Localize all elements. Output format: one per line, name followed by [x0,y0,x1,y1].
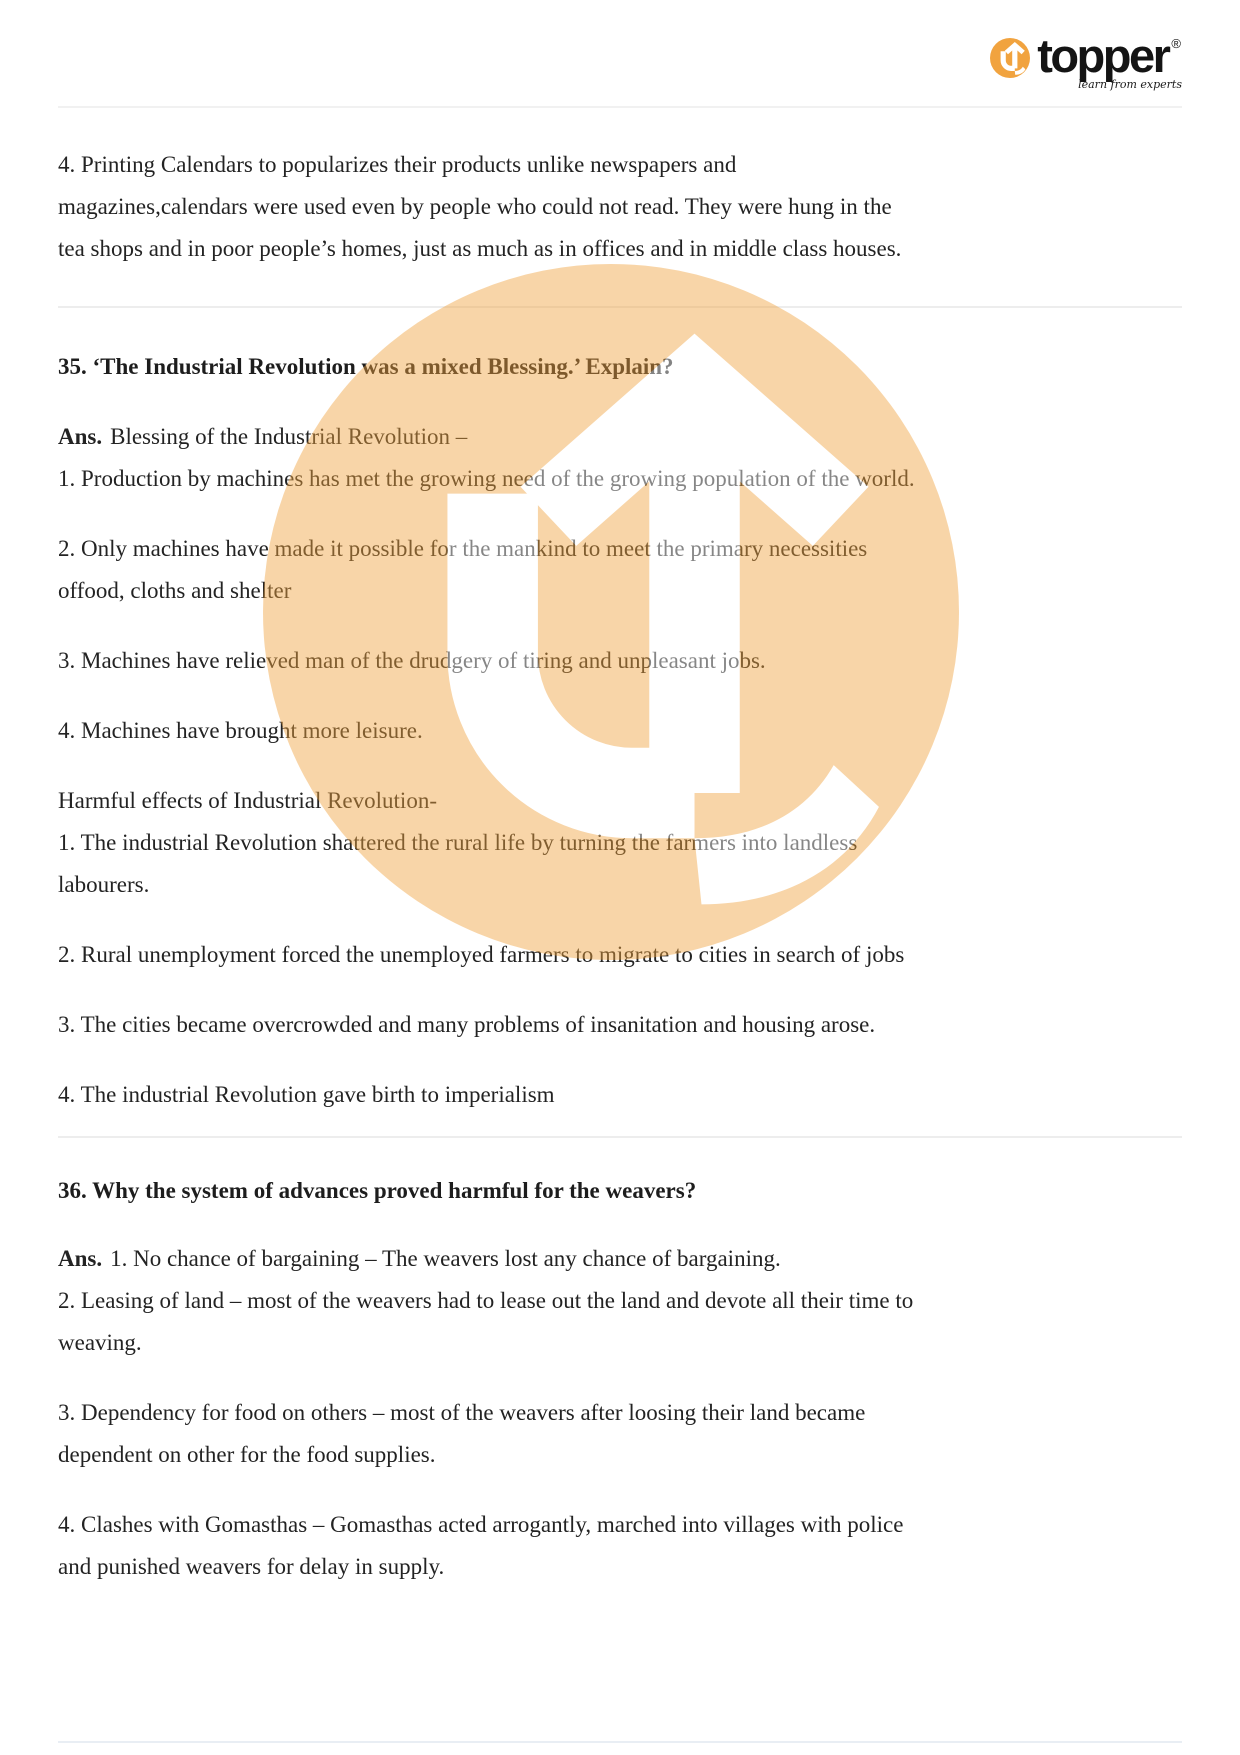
answer-35-point [58,528,1182,612]
section-divider [58,306,1182,308]
answer-35-point [58,934,1182,976]
text-line: offood, cloths and shelter [58,578,292,603]
text-line: 1. The industrial Revolution shattered the rural life by turning the farmers into landless [58,830,858,855]
brand-wordmark: topper [1037,29,1169,82]
question-36-heading [58,1170,1182,1212]
text-line: labourers. [58,872,150,897]
text-line: 4. Machines have brought more leisure. [58,718,423,743]
answer-label: Ans. [58,1246,103,1271]
text-line: 3. Machines have relieved man of the drudgery of tiring and unpleasant jobs. [58,648,766,673]
question-title: 36. Why the system of advances proved harmful for the weavers? [58,1178,697,1203]
brand-logo [990,29,1182,91]
u-arrow-logo-icon [990,38,1030,78]
brand-tagline: learn from experts [1078,78,1182,91]
text-line: and punished weavers for delay in supply. [58,1554,445,1579]
answer-text: Blessing of the Industrial Revolution – [110,424,468,449]
text-line: 4. Printing Calendars to popularizes their products unlike newspapers and [58,152,737,177]
text-line [58,416,1182,458]
section-divider [58,1136,1182,1138]
text-line: 4. Clashes with Gomasthas – Gomasthas acted arrogantly, marched into villages with police [58,1512,904,1537]
question-35-heading [58,346,1182,388]
bottom-divider [58,1741,1182,1743]
registered-mark-icon: ® [1171,36,1181,51]
page-header [58,0,1182,102]
question-title: 35. ‘The Industrial Revolution was a mixed Blessing.’ Explain? [58,354,674,379]
header-divider [58,106,1182,108]
answer-35-point [58,1004,1182,1046]
text-line: 4. The industrial Revolution gave birth to imperialism [58,1082,555,1107]
paragraph-calendars [58,144,1182,270]
answer-35-point [58,780,1182,906]
text-line: dependent on other for the food supplies. [58,1442,436,1467]
answer-35-intro [58,416,1182,500]
text-line: 2. Only machines have made it possible for the mankind to meet the primary necessities [58,536,868,561]
answer-35-point [58,1074,1182,1116]
text-line [58,1238,1182,1280]
text-line: 1. Production by machines has met the growing need of the growing population of the world. [58,466,915,491]
answer-label: Ans. [58,424,103,449]
answer-35-point [58,640,1182,682]
answer-35-point [58,710,1182,752]
brand-wordmark-block [1037,29,1182,91]
answer-36-point [58,1392,1182,1476]
answer-36-point [58,1504,1182,1588]
text-line: 3. Dependency for food on others – most of the weavers after loosing their land became [58,1400,866,1425]
text-line: magazines,calendars were used even by people who could not read. They were hung in the [58,194,892,219]
text-line: 2. Rural unemployment forced the unemployed farmers to migrate to cities in search of jobs [58,942,905,967]
answer-text: 1. No chance of bargaining – The weavers lost any chance of bargaining. [110,1246,781,1271]
answer-36-intro [58,1238,1182,1364]
text-line: weaving. [58,1330,142,1355]
text-line: Harmful effects of Industrial Revolution- [58,788,437,813]
text-line: 2. Leasing of land – most of the weavers had to lease out the land and devote all their time to [58,1288,914,1313]
text-line: tea shops and in poor people’s homes, just as much as in offices and in middle class houses. [58,236,902,261]
text-line: 3. The cities became overcrowded and many problems of insanitation and housing arose. [58,1012,876,1037]
